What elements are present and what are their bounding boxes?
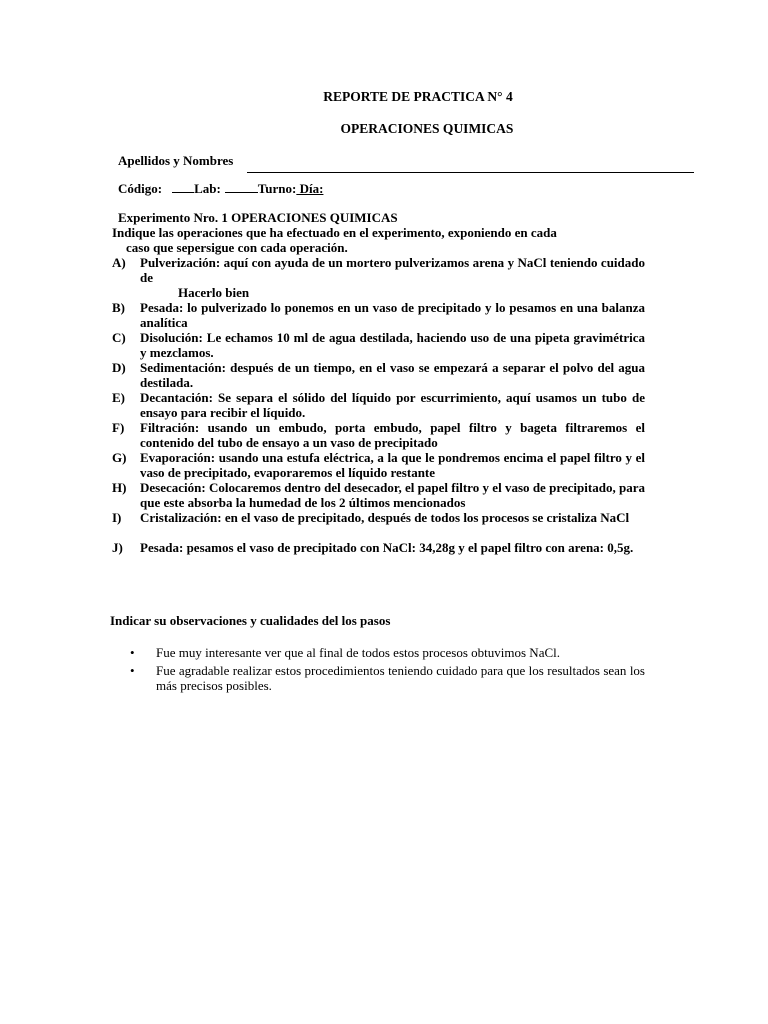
item-text: Cristalización: en el vaso de precipitado, después de todos los procesos se cristaliza NaCl bbox=[140, 510, 630, 525]
lab-label: Lab: bbox=[194, 181, 221, 196]
item-text: Pesada: lo pulverizado lo ponemos en un vaso de precipitado y lo pesamos en una balanza analítica bbox=[140, 300, 645, 330]
item-text: Pesada: pesamos el vaso de precipitado con NaCl: 34,28g y el papel filtro con arena: 0,5g. bbox=[140, 540, 634, 555]
item-text: Decantación: Se separa el sólido del líquido por escurrimiento, aquí usamos un tubo de ensayo para recibir el líquido. bbox=[140, 390, 645, 420]
operations-list bbox=[112, 255, 645, 555]
item-letter: A) bbox=[112, 255, 126, 270]
list-item bbox=[112, 390, 645, 420]
item-text: Filtración: usando un embudo, porta embudo, papel filtro y bageta filtraremos el contenido del tubo de ensayo a un vaso de precipitado bbox=[140, 420, 645, 450]
names-label: Apellidos y Nombres bbox=[118, 153, 234, 168]
item-extra: Hacerlo bien bbox=[178, 285, 250, 300]
intro-line-1: Indique las operaciones que ha efectuado en el experimento, exponiendo en cada bbox=[112, 225, 557, 240]
item-text: Desecación: Colocaremos dentro del desecador, el papel filtro y el vaso de precipitado, para que este absorba la humedad de los 2 últimos mencionados bbox=[140, 480, 645, 510]
names-field-line bbox=[247, 172, 694, 173]
item-letter: C) bbox=[112, 330, 126, 345]
experiment-intro bbox=[112, 225, 645, 255]
lab-blank bbox=[225, 180, 258, 193]
item-text: Disolución: Le echamos 10 ml de agua destilada, haciendo uso de una pipeta gravimétrica y mezclamos. bbox=[140, 330, 645, 360]
experiment-heading: Experimento Nro. 1 OPERACIONES QUIMICAS bbox=[118, 210, 398, 225]
bullet-text: Fue agradable realizar estos procedimientos teniendo cuidado para que los resultados sean los más precisos posibles. bbox=[156, 663, 645, 693]
item-letter: G) bbox=[112, 450, 127, 465]
item-letter: B) bbox=[112, 300, 125, 315]
item-letter: F) bbox=[112, 420, 125, 435]
code-row bbox=[118, 180, 323, 197]
list-item bbox=[112, 255, 645, 300]
list-item bbox=[112, 330, 645, 360]
item-letter: I) bbox=[112, 510, 122, 525]
code-label: Código: bbox=[118, 181, 163, 196]
list-item bbox=[130, 645, 645, 660]
item-letter: H) bbox=[112, 480, 127, 495]
list-item bbox=[112, 540, 645, 555]
list-item bbox=[112, 450, 645, 480]
item-text: Sedimentación: después de un tiempo, en el vaso se empezará a separar el polvo del agua destilada. bbox=[140, 360, 645, 390]
bullet-icon: • bbox=[130, 645, 135, 660]
bullet-text: Fue muy interesante ver que al final de todos estos procesos obtuvimos NaCl. bbox=[156, 645, 561, 660]
item-letter: E) bbox=[112, 390, 125, 405]
item-text: Evaporación: usando una estufa eléctrica, a la que le pondremos encima el papel filtro y el vaso de precipitado, evaporaremos el líquido restante bbox=[140, 450, 645, 480]
list-item bbox=[112, 480, 645, 510]
list-item bbox=[130, 663, 645, 693]
item-letter: J) bbox=[112, 540, 123, 555]
item-text: Pulverización: aquí con ayuda de un mortero pulverizamos arena y NaCl teniendo cuidado de bbox=[140, 255, 645, 285]
item-letter: D) bbox=[112, 360, 126, 375]
list-item bbox=[112, 300, 645, 330]
intro-line-2: caso que sepersigue con cada operación. bbox=[126, 240, 348, 255]
list-item bbox=[112, 420, 645, 450]
turno-label: Turno: bbox=[257, 181, 297, 196]
dia-label: Día: bbox=[296, 181, 324, 196]
code-blank bbox=[172, 180, 194, 193]
bullet-icon: • bbox=[130, 663, 135, 678]
observations-heading: Indicar su observaciones y cualidades del los pasos bbox=[110, 613, 391, 628]
list-item bbox=[112, 510, 645, 525]
report-subtitle: OPERACIONES QUIMICAS bbox=[340, 121, 514, 136]
observations-list bbox=[130, 645, 645, 696]
list-item bbox=[112, 360, 645, 390]
report-title: REPORTE DE PRACTICA N° 4 bbox=[323, 89, 513, 104]
